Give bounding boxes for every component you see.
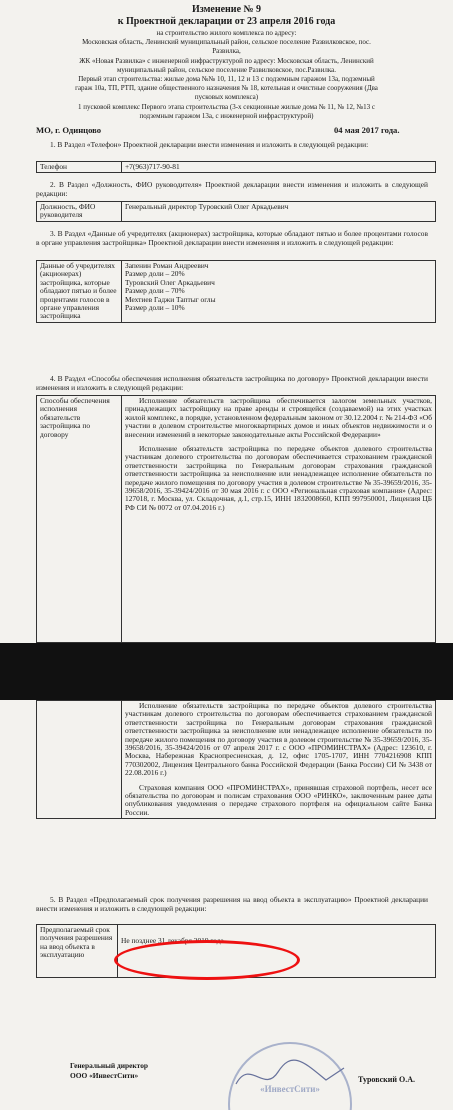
security-paragraph: Страховая компания ООО «ПРОМИНСТРАХ», принявшая страховой портфель, несет все обязательства по договорам и полисам страхования ООО «РИНКО», заключенным ранее даты опубликования уведомления о передаче страхового портфеля на официальном сайте Банка России. xyxy=(125,782,432,817)
header-line: на строительство жилого комплекса по адресу: xyxy=(156,29,297,37)
section-3-table xyxy=(36,260,436,323)
security-label: Способы обеспечения исполнения обязательств застройщика по договору xyxy=(37,396,122,643)
header-line: подземным гаражом 13а, с инженерной инфраструктурой) xyxy=(139,112,314,120)
section-4-intro: 4. В Раздел «Способы обеспечения исполнения обязательств застройщика по договору» Проектной декларации внести изменения и изложить в следующей редакции: xyxy=(36,374,428,392)
city: МО, г. Одинцово xyxy=(36,125,102,135)
signature-name: Туровский О.А. xyxy=(358,1075,415,1084)
position-value: Генеральный директор Туровский Олег Аркадьевич xyxy=(122,202,436,222)
doc-title: Изменение № 9 xyxy=(191,4,262,15)
phone-label: Телефон xyxy=(37,162,122,173)
security-values xyxy=(122,396,436,643)
header-line: пусковых комплекса) xyxy=(194,93,259,101)
security-paragraph: Исполнение обязательств застройщика обеспечивается залогом земельных участков, принадлежащих застройщику на праве аренды и строящейся (создаваемой) на этих участках жилой комплекс, в порядке, установленном федеральным законом от 30.12.2004 г. № 214-ФЗ «Об участии в долевом строительстве многоквартирных домов и иных объектов недвижимости и о внесении изменений в некоторые законодательные акты Российской Федерации» xyxy=(125,396,432,439)
section-1-table xyxy=(36,161,436,173)
header-line: 1 пусковой комплекс Первого этапа строительства (3-х секционные жилые дома № 11, № 12, №13 с xyxy=(78,103,375,111)
deadline-label: Предполагаемый срок получения разрешения на ввод объекта в эксплуатацию xyxy=(37,925,118,978)
section-4-table xyxy=(36,395,436,643)
company-stamp xyxy=(228,1042,352,1110)
section-5-intro: 5. В Раздел «Предполагаемый срок получения разрешения на ввод объекта в эксплуатацию» Проектной декларации внести изменения и изложить в следующей редакции: xyxy=(36,895,428,913)
founder-line: Размер доли – 10% xyxy=(125,303,185,313)
document-page-2 xyxy=(0,700,453,1110)
header-line: Первый этап строительства: жилые дома №№ 10, 11, 12 и 13 с подземным гаражом 13а, подземный xyxy=(78,75,375,83)
position-label: Должность, ФИО руководителя xyxy=(37,202,122,222)
founders-label: Данные об учредителях (акционерах) застройщика, которые обладают пятью и более процентами голосов в органе управления застройщика xyxy=(37,261,122,323)
security-paragraph: Исполнение обязательств застройщика по передаче объектов долевого строительства участникам долевого строительства по договорам обеспечивается страхованием гражданской ответственности застройщика по Генеральным договорам страхования гражданской ответственности застройщика за неисполнение или ненадлежащее исполнение обязательств по передаче жилого помещения по договору участия в долевом строительстве № 35-39659/2016, 35-39658/2016, 35-39424/2016 от 07 апреля 2017 г. с ООО «ПРОМИНСТРАХ» (Адрес: 123610, г. Москва, Набережная Краснопресненская, д. 12, офис 1705-1707, ИНН 7704216908 КПП 770302002, Лицензия Центрального банка Российской Федерации (Банка России) СИ № 3438 от 22.08.2016 г.) xyxy=(125,701,432,778)
founder-line: Запенин Роман Андреевич xyxy=(125,261,209,270)
header-line: ЖК «Новая Развилка» с инженерной инфраструктурой по адресу: Московская область, Ленинский xyxy=(79,57,374,65)
header-line: гараж 10а, ТП, РТП, здание общественного назначения № 18, котельная и очистные сооружения (Два xyxy=(75,84,378,92)
founder-line: Мехтиев Гаджи Таптыг оглы xyxy=(125,294,216,304)
section-2-intro: 2. В Раздел «Должность, ФИО руководителя» Проектной декларации внести изменения и изложить в следующей редакции: xyxy=(36,180,428,198)
header-line: Развилка, xyxy=(212,47,241,55)
signature-company: ООО «ИнвестСити» xyxy=(70,1071,139,1080)
founder-line: Размер доли – 70% xyxy=(125,286,185,296)
security-label-empty xyxy=(37,701,122,819)
section-4-table-continued xyxy=(36,700,436,819)
security-values-continued xyxy=(122,701,436,819)
founder-line: Размер доли – 20% xyxy=(125,269,185,279)
signature-role: Генеральный директор xyxy=(70,1061,149,1070)
doc-subtitle: к Проектной декларации от 23 апреля 2016 года xyxy=(117,16,336,27)
founder-line: Туровский Олег Аркадьевич xyxy=(125,277,215,287)
founders-values xyxy=(122,261,436,323)
doc-date: 04 мая 2017 года. xyxy=(334,125,400,135)
deadline-value: Не позднее 31 декабря 2019 года xyxy=(118,925,436,978)
stamp-text: «ИнвестСити» xyxy=(260,1084,320,1094)
section-2-table xyxy=(36,201,436,222)
header-line: муниципальный район, сельское поселение Развилковское, пос.Развилка. xyxy=(116,66,336,74)
section-1-intro: 1. В Раздел «Телефон» Проектной декларации внести изменения и изложить в следующей редакции: xyxy=(50,140,369,149)
security-paragraph: Исполнение обязательств застройщика по передаче объектов долевого строительства участникам долевого строительства по договорам обеспечивается страхованием гражданской ответственности застройщика по Генеральным договорам страхования гражданской ответственности застройщика за неисполнение или ненадлежащее исполнение обязательств по передаче жилого помещения по договору участия в долевом строительстве № 35-39659/2016, 35-39658/2016, 35-39424/2016 от 30 мая 2016 г. с ООО «Региональная страховая компания» (Адрес: 127018, г. Москва, ул. Складочная, д.1, стр.15, ИНН 1832008660, КПП 997950001, Лицензия ЦБ РФ СИ № 0072 от 07.04.2016 г.) xyxy=(125,444,432,512)
highlight-ellipse xyxy=(114,940,300,980)
phone-value: +7(963)717-90-81 xyxy=(122,162,436,173)
section-3-intro: 3. В Раздел «Данные об учредителях (акционерах) застройщика, которые обладают пятью и более процентами голосов в органе управления застройщика» Проектной декларации внести изменения и изложить в следующей редакции: xyxy=(36,229,428,247)
header-line: Московская область, Ленинский муниципальный район, сельское поселение Развилковское, пос. xyxy=(82,38,371,46)
